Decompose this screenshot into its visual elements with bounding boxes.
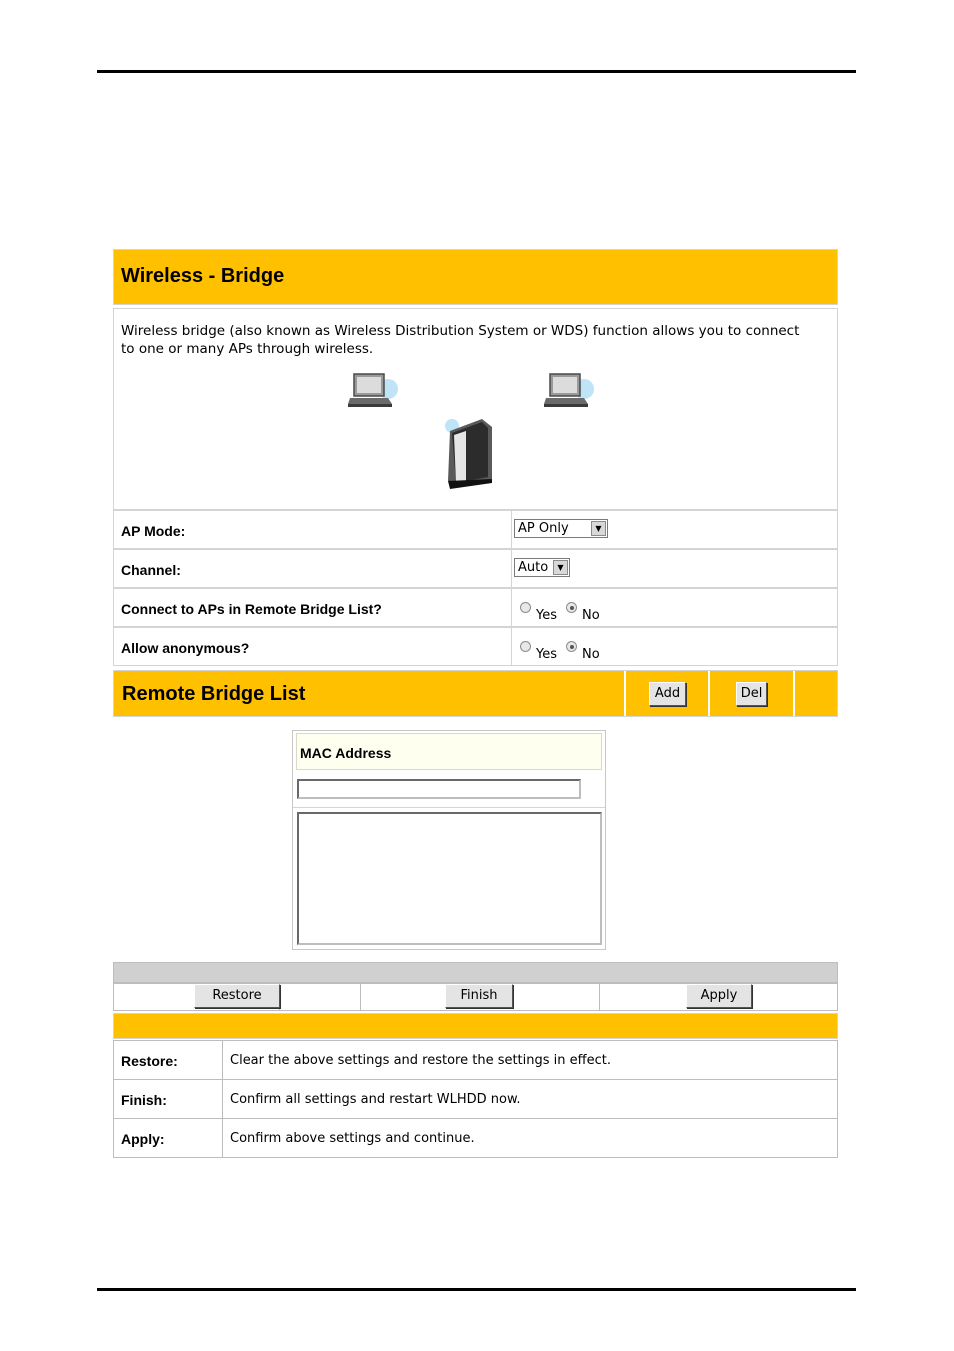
help-row-restore <box>113 1040 838 1080</box>
page-title: Wireless - Bridge <box>121 265 285 287</box>
chevron-down-icon[interactable]: ▼ <box>553 560 568 575</box>
connect-aps-label: Connect to APs in Remote Bridge List? <box>121 601 382 617</box>
help-value: Clear the above settings and restore the settings in effect. <box>230 1053 611 1068</box>
mac-address-input[interactable] <box>297 779 581 799</box>
help-header-bar <box>113 1013 838 1039</box>
channel-row <box>113 549 838 588</box>
anonymous-yes-label: Yes <box>536 647 557 662</box>
row-divider <box>511 628 512 665</box>
help-value: Confirm above settings and continue. <box>230 1131 475 1146</box>
row-divider <box>511 511 512 548</box>
ap-mode-label: AP Mode: <box>121 523 186 539</box>
help-key: Apply: <box>121 1131 165 1147</box>
help-key: Finish: <box>121 1092 167 1108</box>
row-divider <box>222 1080 223 1118</box>
ap-mode-row <box>113 510 838 549</box>
description-panel <box>113 308 838 510</box>
page-title-bar <box>113 249 838 305</box>
row-divider <box>222 1119 223 1157</box>
cell-divider <box>599 984 600 1010</box>
anonymous-no-label: No <box>582 647 600 662</box>
bar-divider <box>793 671 795 716</box>
row-divider <box>511 550 512 587</box>
mac-address-list[interactable] <box>297 812 602 945</box>
help-key: Restore: <box>121 1053 178 1069</box>
cell-divider <box>360 984 361 1010</box>
anonymous-row <box>113 627 838 666</box>
chevron-down-icon[interactable]: ▼ <box>591 521 606 536</box>
connect-aps-no-radio[interactable] <box>566 602 577 613</box>
anonymous-no-radio[interactable] <box>566 641 577 652</box>
mac-address-header-label: MAC Address <box>300 745 392 761</box>
top-rule <box>97 70 856 73</box>
finish-button[interactable]: Finish <box>445 984 513 1008</box>
help-row-apply <box>113 1118 838 1158</box>
apply-button[interactable]: Apply <box>686 984 752 1008</box>
actions-row <box>113 983 838 1011</box>
help-value: Confirm all settings and restart WLHDD now. <box>230 1092 521 1107</box>
bar-divider <box>708 671 710 716</box>
laptop-icon <box>348 371 400 409</box>
row-divider <box>511 589 512 626</box>
mac-address-panel <box>292 730 606 950</box>
help-row-finish <box>113 1079 838 1119</box>
laptop-icon <box>544 371 596 409</box>
ap-mode-value: AP Only <box>518 521 569 536</box>
channel-value: Auto <box>518 560 549 575</box>
anonymous-radio-group <box>514 638 714 660</box>
del-button[interactable]: Del <box>736 682 767 706</box>
ap-mode-select[interactable] <box>514 519 608 538</box>
bottom-rule <box>97 1288 856 1291</box>
channel-label: Channel: <box>121 562 181 578</box>
description-text: Wireless bridge (also known as Wireless Distribution System or WDS) function allows you to connect to one or many APs through wireless. <box>121 323 800 357</box>
anonymous-yes-radio[interactable] <box>520 641 531 652</box>
router-icon <box>442 417 496 489</box>
restore-button[interactable]: Restore <box>194 984 280 1008</box>
connect-aps-no-label: No <box>582 608 600 623</box>
channel-select[interactable] <box>514 558 570 577</box>
add-button[interactable]: Add <box>649 682 686 706</box>
anonymous-label: Allow anonymous? <box>121 640 250 656</box>
remote-bridge-list-bar <box>113 670 838 717</box>
connect-aps-radio-group <box>514 599 714 621</box>
divider <box>293 807 605 808</box>
bar-divider <box>624 671 626 716</box>
remote-bridge-list-title: Remote Bridge List <box>122 683 306 705</box>
connect-aps-yes-label: Yes <box>536 608 557 623</box>
connect-aps-yes-radio[interactable] <box>520 602 531 613</box>
mac-address-header <box>296 733 602 770</box>
connect-aps-row <box>113 588 838 627</box>
row-divider <box>222 1041 223 1079</box>
actions-header-bar <box>113 962 838 983</box>
